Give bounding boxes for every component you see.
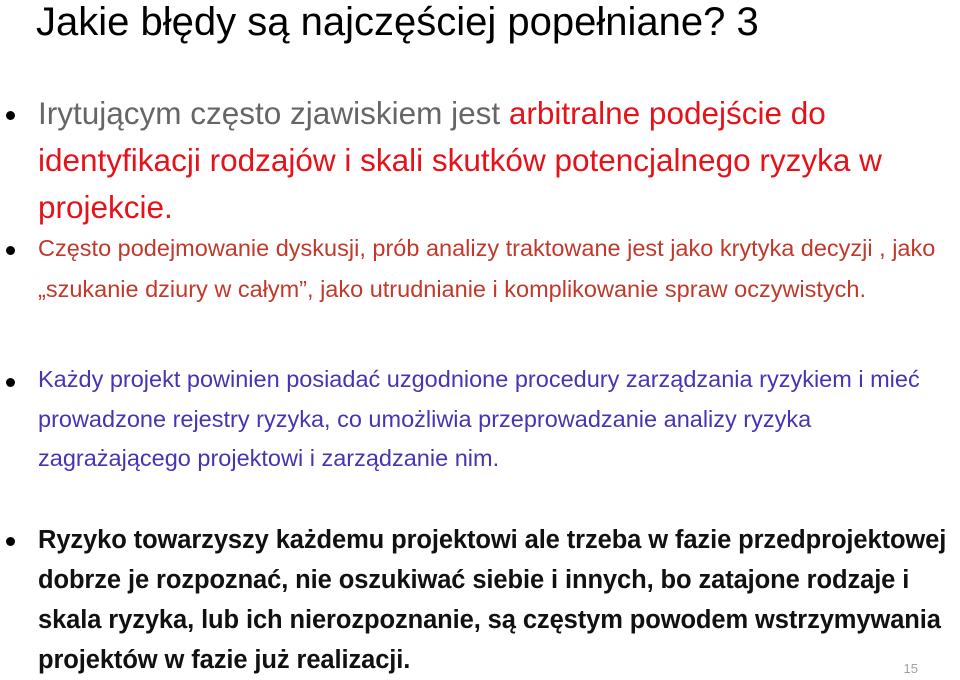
bullet-text-1	[38, 90, 938, 231]
bullet-dot-icon	[6, 246, 15, 255]
bullet-dot-icon	[6, 537, 15, 546]
bullet-text-4: Ryzyko towarzyszy każdemu projektowi ale trzeba w fazie przedprojektowej dobrze je rozpoznać, nie oszukiwać siebie i innych, bo zatajone rodzaje i skala ryzyka, lub ich nierozpoznanie, są częstym powodem wstrzymywania projektów w fazie już realizacji.	[38, 526, 947, 674]
bullet-dot-icon	[6, 378, 15, 387]
bullet-dot-icon	[6, 111, 15, 120]
bullet-text-2: Często podejmowanie dyskusji, prób analizy traktowane jest jako krytyka decyzji , jako „szukanie dziury w całym”, jako utrudnianie i komplikowanie spraw oczywistych.	[38, 235, 936, 302]
bullet-text-1-highlight: arbitralne podejście do identyfikacji rodzajów i skali skutków potencjalnego ryzyka w projekcie.	[38, 95, 882, 225]
bullet-text-3: Każdy projekt powinien posiadać uzgodnione procedury zarządzania ryzykiem i mieć prowadzone rejestry ryzyka, co umożliwia przeprowadzanie analizy ryzyka zagrażającego projektowi i zarządzanie nim.	[38, 366, 920, 471]
page-number: 15	[903, 661, 918, 676]
slide-title: Jakie błędy są najczęściej popełniane? 3	[36, 0, 759, 44]
bullet-text-1-intro: Irytującym często zjawiskiem jest	[38, 95, 509, 131]
